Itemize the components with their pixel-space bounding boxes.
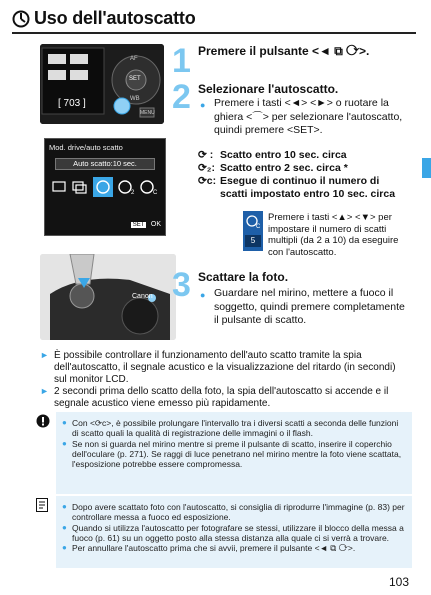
svg-text:C: C — [256, 224, 261, 229]
memo-icon — [36, 498, 48, 512]
info-note-text: 2 secondi prima dello scatto della foto, la spia dell'autoscatto si accende e il segnale acustico viene emesso più rapidamente. — [54, 386, 389, 409]
button-label-menu: MENU — [140, 110, 155, 116]
timer-options-list — [198, 149, 412, 201]
bullet-marker: ● — [62, 438, 67, 448]
caution-item — [62, 418, 406, 439]
arrow-icon: ► — [40, 386, 49, 396]
lcd-drive-icons — [51, 177, 159, 197]
tips-list — [62, 502, 406, 553]
page-title: Uso dell'autoscatto — [34, 8, 196, 28]
button-label-set: SET — [129, 76, 141, 82]
step-1-title: Premere il pulsante <◄ ⧉ ⟳>. — [198, 44, 370, 58]
info-note — [40, 386, 410, 410]
camera-back-photo — [40, 44, 164, 124]
bullet-marker: ● — [200, 100, 206, 110]
shots-count-value: 5 — [245, 235, 261, 247]
option-continuous — [198, 175, 412, 201]
tip-item — [62, 543, 406, 553]
tip-text: Dopo avere scattato foto con l'autoscatto, si consiglia di riprodurre l'immagine (p. 83) per controllare messa a fuoco ed esposizione. — [72, 502, 405, 523]
arrow-icon: ► — [40, 350, 49, 360]
step-2-number: 2 — [172, 78, 191, 116]
button-label-af: AF — [130, 56, 138, 62]
option-symbol: ⟳c: — [198, 175, 217, 187]
caution-list — [62, 418, 406, 469]
self-timer-icon — [12, 10, 30, 28]
tip-item — [62, 502, 406, 523]
option-text: Scatto entro 2 sec. circa * — [220, 162, 348, 174]
caution-item — [62, 439, 406, 470]
tip-text: Quando si utilizza l'autoscatto per fotografare se stessi, utilizzare il blocco della messa a fuoco (p. 61) su un oggetto posto alla stessa distanza alla quale ci si verrà a trovare. — [72, 522, 404, 543]
lcd-drive-menu — [44, 138, 166, 236]
lcd-menu-heading: Mod. drive/auto scatto — [49, 143, 123, 152]
bullet-marker: ● — [62, 522, 67, 532]
page-number: 103 — [388, 575, 409, 589]
continuous-timer-icon — [245, 213, 261, 229]
step-3-instruction: Guardare nel mirino, mettere a fuoco il soggetto, quindi premere completamente il pulsante di scatto. — [214, 287, 405, 326]
bullet-marker: ● — [62, 502, 67, 511]
info-note — [40, 350, 410, 386]
lcd-ok-hint — [131, 213, 161, 231]
svg-text:2: 2 — [131, 190, 135, 196]
shots-count-indicator — [243, 211, 263, 251]
lcd-selected-mode: Auto scatto:10 sec. — [55, 158, 155, 170]
frames-counter: [ 703 ] — [58, 98, 86, 109]
step-2-sub-instruction: Premere i tasti <▲> <▼> per impostare il numero di scatti multipli (da 2 a 10) da eseguire con l'autoscatto. — [268, 212, 399, 258]
step-2-title: Selezionare l'autoscatto. — [198, 82, 339, 96]
caution-icon — [36, 414, 50, 428]
tip-item — [62, 523, 406, 544]
option-symbol: ⟳ : — [198, 149, 214, 161]
bullet-marker: ● — [62, 543, 67, 553]
button-label-wb: WB — [130, 96, 140, 102]
bullet-marker: ● — [200, 290, 206, 300]
caution-text: Se non si guarda nel mirino mentre si preme il pulsante di scatto, inserire il coperchio dell'oculare (p. 271). Se raggi di luce penetrano nel mirino mentre la foto viene scattata, l'esposizione potrebbe essere compromessa. — [72, 438, 402, 470]
step-3-number: 3 — [172, 266, 191, 304]
bullet-marker: ● — [62, 418, 67, 427]
shutter-press-illustration — [40, 254, 176, 340]
svg-text:Canon: Canon — [132, 293, 153, 300]
info-note-text: È possibile controllare il funzionamento dell'auto scatto tramite la spia dell'autoscatto, il segnale acustico e la visualizzazione del ritardo (in secondi) sul monitor LCD. — [54, 350, 396, 385]
caution-text: Con <⟳c>, è possibile prolungare l'intervallo tra i diversi scatti a seconda delle funzioni di scatto quali la qualità di registrazione delle immagini o il flash. — [72, 418, 399, 439]
page-header — [12, 8, 416, 34]
option-2sec — [198, 162, 412, 175]
info-notes — [40, 350, 410, 410]
option-symbol: ⟳₂: — [198, 162, 215, 174]
camera-top-photo — [40, 254, 176, 340]
step-3-title: Scattare la foto. — [198, 270, 289, 284]
option-10sec — [198, 149, 412, 162]
set-key-label: SET — [132, 222, 145, 228]
option-text: Esegue di continuo il numero di scatti impostato entro 10 sec. circa — [220, 175, 396, 200]
option-text: Scatto entro 10 sec. circa — [220, 149, 347, 161]
step-2-instruction: Premere i tasti <◄> <►> o ruotare la ghiera <⌒> per selezionare l'autoscatto, quindi premere <SET>. — [214, 97, 403, 136]
step-1-number: 1 — [172, 42, 191, 80]
chapter-tab — [422, 158, 431, 178]
ok-label: OK — [150, 221, 161, 228]
svg-text:C: C — [153, 190, 158, 196]
tip-text: Per annullare l'autoscatto prima che si avvii, premere il pulsante <◄ ⧉ ⟳>. — [72, 543, 356, 554]
